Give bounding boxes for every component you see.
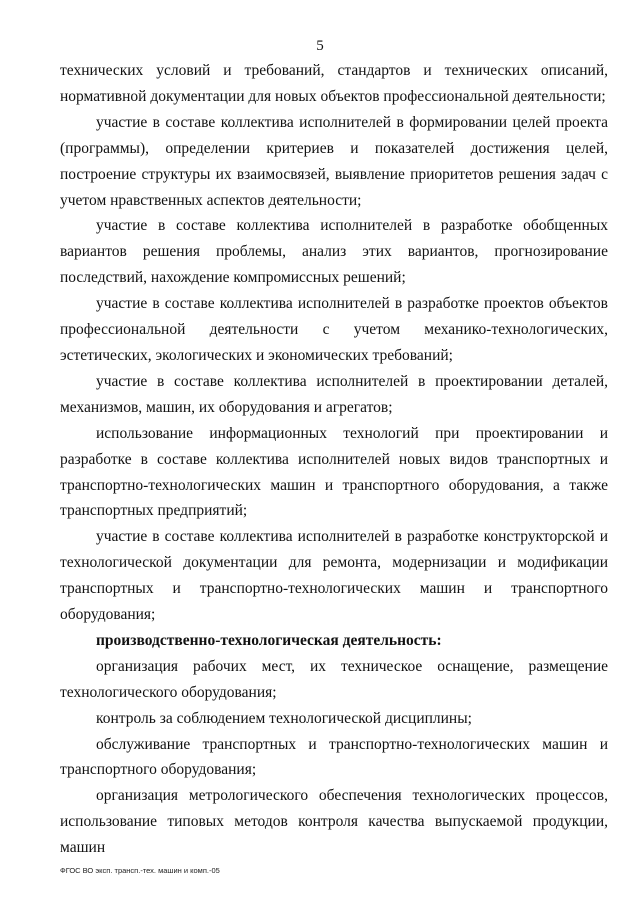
paragraph-workplace-organization: организация рабочих мест, их техническое оснащение, размещение технологического оборудования; bbox=[60, 657, 608, 701]
paragraph-technical-conditions: технических условий и требований, стандартов и технических описаний, нормативной документации для новых объектов профессиональной деятельности; bbox=[60, 62, 608, 105]
section-heading-production-technological: производственно-технологическая деятельность: bbox=[96, 631, 442, 649]
paragraph-design-documentation: участие в составе коллектива исполнителей в разработке конструкторской и технологической документации для ремонта, модернизации и модификации транспортных и транспортно-технологических машин и транспортного оборудования; bbox=[60, 528, 608, 624]
document-body bbox=[60, 58, 608, 861]
paragraph-metrological-support: организация метрологического обеспечения технологических процессов, использование типовых методов контроля качества выпускаемой продукции, машин bbox=[60, 787, 608, 857]
paragraph-discipline-control: контроль за соблюдением технологической дисциплины; bbox=[96, 709, 472, 727]
paragraph-project-development: участие в составе коллектива исполнителей в разработке проектов объектов профессиональной деятельности с учетом механико-технологических, эстетических, экологических и экономических требований; bbox=[60, 295, 608, 364]
page-number: 5 bbox=[316, 38, 324, 54]
paragraph-design-parts: участие в составе коллектива исполнителей в проектировании деталей, механизмов, машин, их оборудования и агрегатов; bbox=[60, 372, 608, 416]
paragraph-project-goals: участие в составе коллектива исполнителей в формировании целей проекта (программы), определении критериев и показателей достижения целей, построение структуры их взаимосвязей, выявление приоритетов решения задач с учетом нравственных аспектов деятельности; bbox=[60, 113, 608, 209]
paragraph-machine-service: обслуживание транспортных и транспортно-технологических машин и транспортного оборудования; bbox=[60, 735, 608, 779]
page-footer: ФГОС ВО эксп. трансп.-тех. машин и комп.-05 bbox=[60, 866, 220, 875]
paragraph-generalized-solutions: участие в составе коллектива исполнителей в разработке обобщенных вариантов решения проблемы, анализ этих вариантов, прогнозирование последствий, нахождение компромиссных решений; bbox=[60, 217, 608, 287]
paragraph-information-technologies: использование информационных технологий при проектировании и разработке в составе коллектива исполнителей новых видов транспортных и транспортно-технологических машин и транспортного оборудования, а также транспортных предприятий; bbox=[60, 424, 608, 520]
